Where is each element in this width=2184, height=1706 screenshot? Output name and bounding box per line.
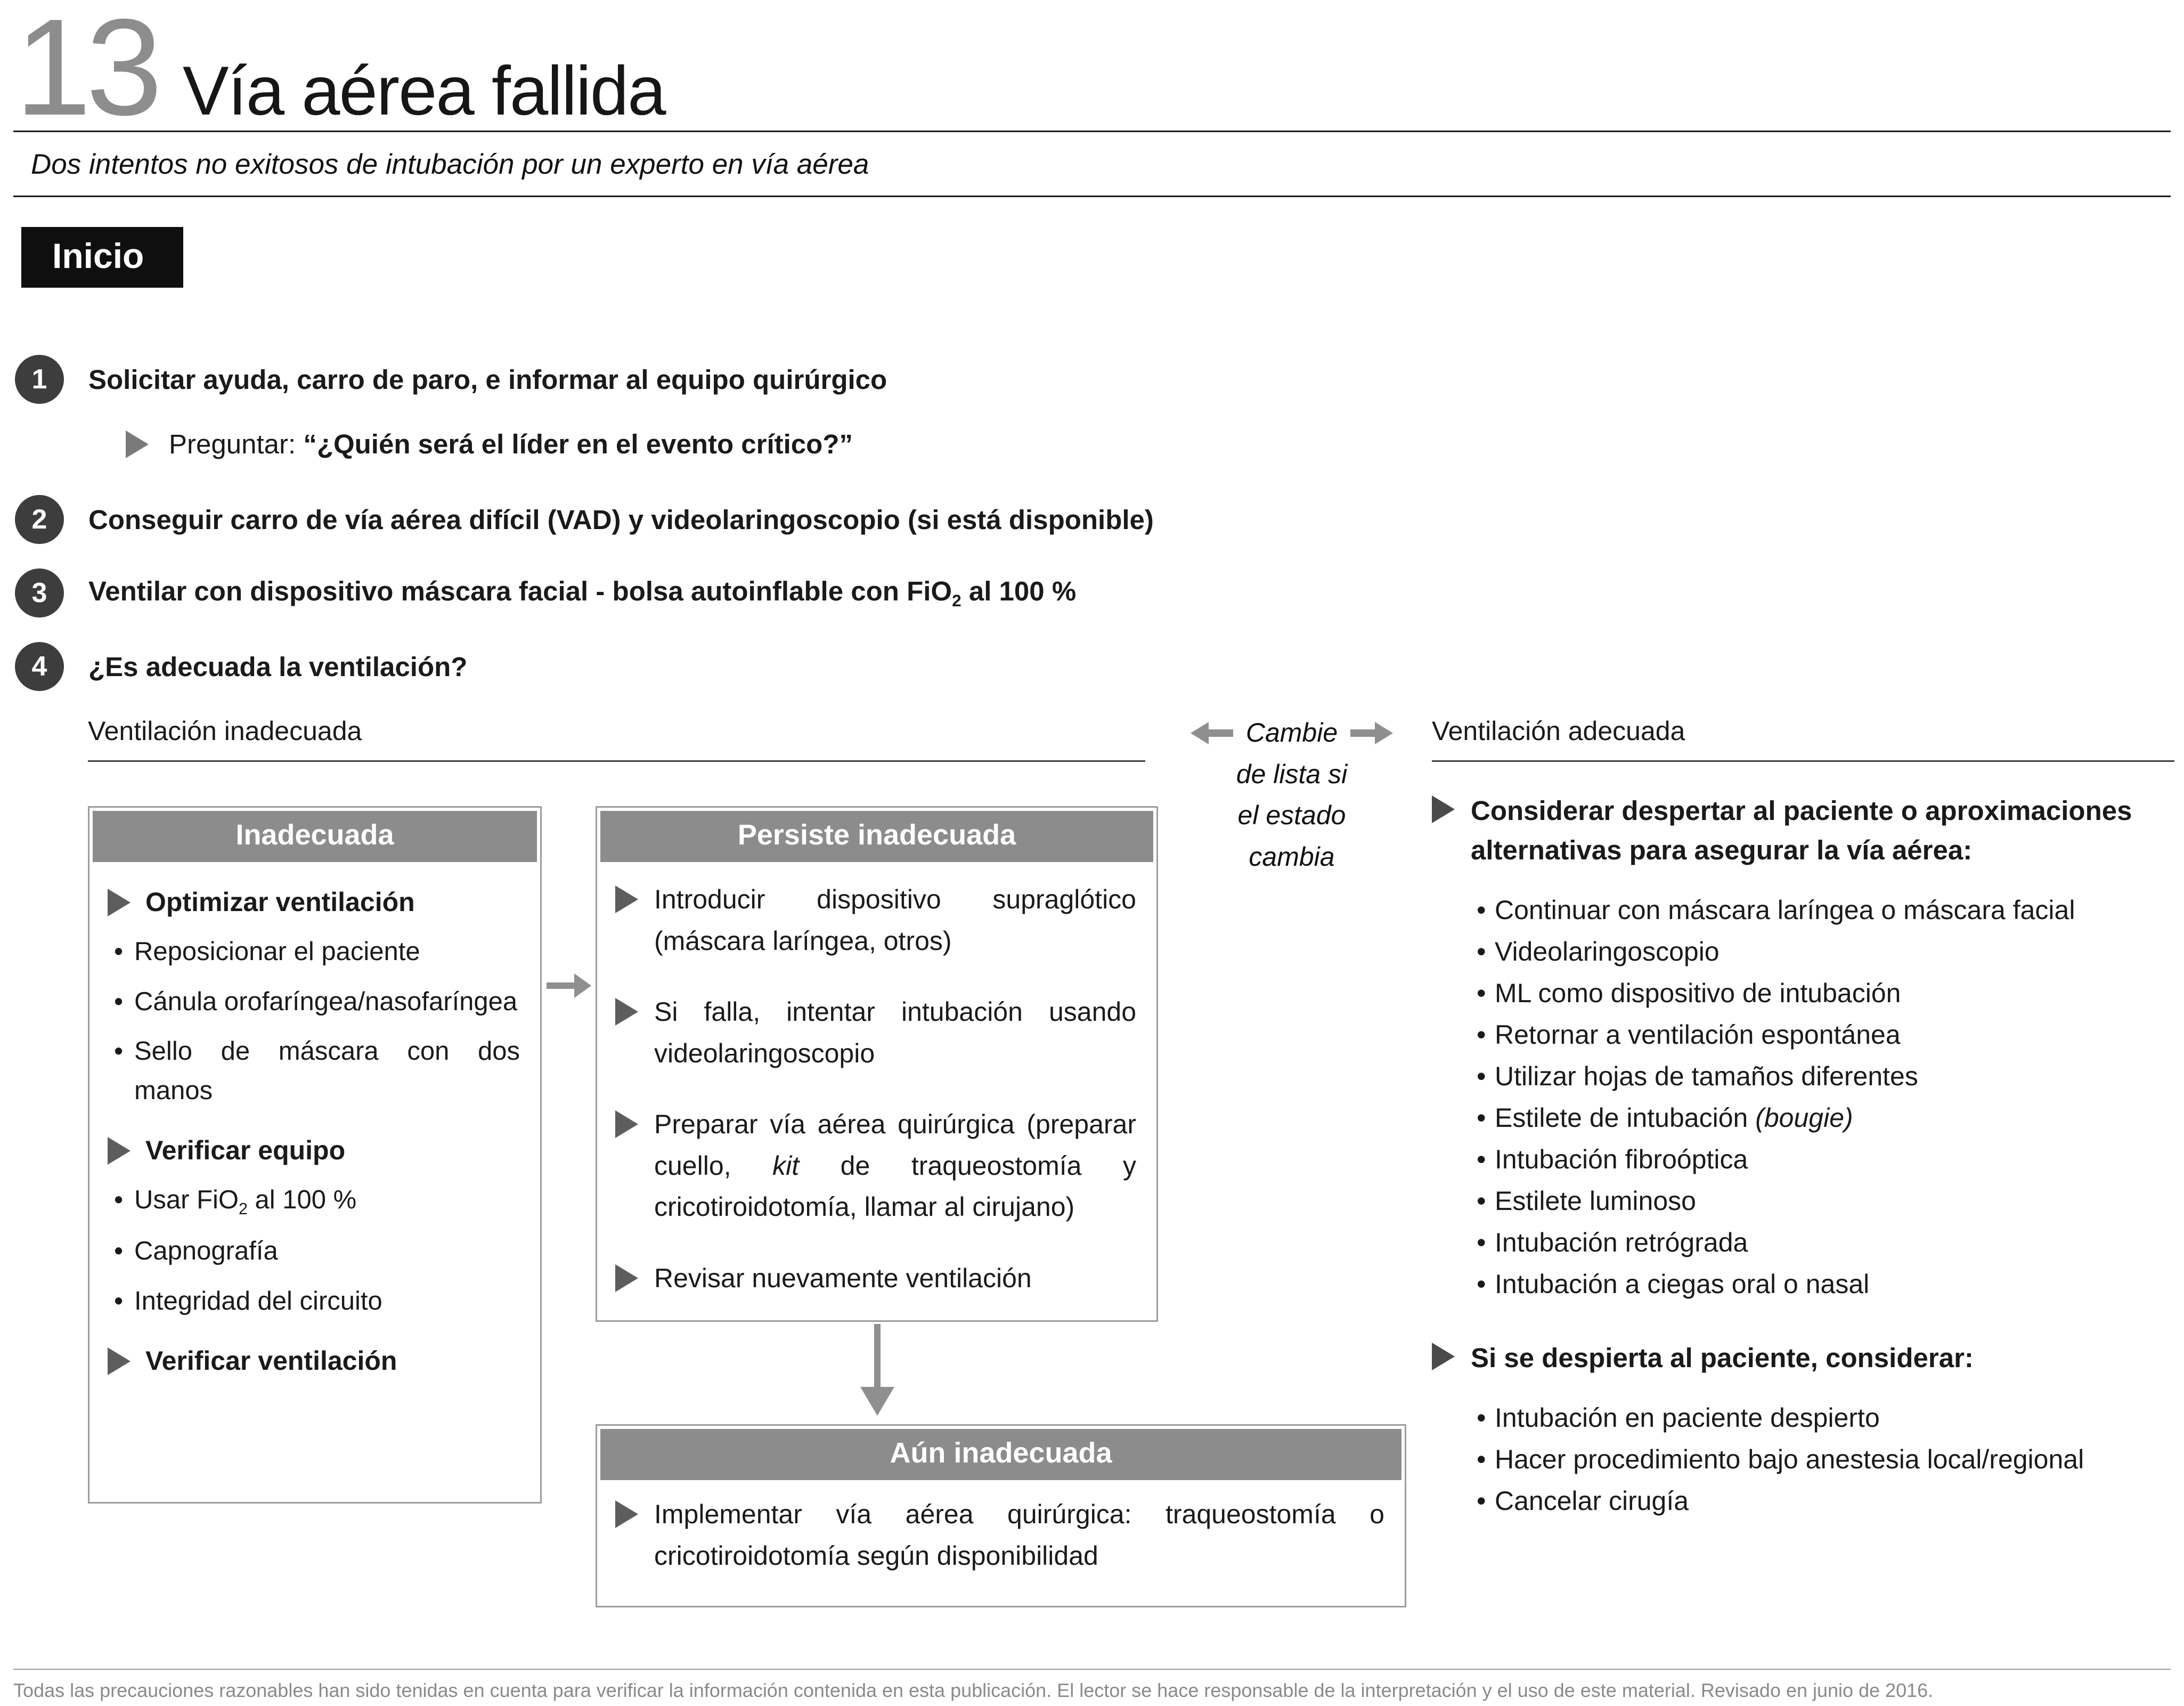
list-item: • Sello de máscara con dos manos [108, 1032, 520, 1110]
step-4 [15, 642, 2184, 691]
flow-item [615, 1494, 1384, 1577]
flow-item [615, 879, 1136, 962]
step-text-pre: Ventilar con dispositivo máscara facial - bolsa autoinflable con FiO [88, 575, 952, 606]
triangle-bullet-icon [126, 430, 149, 458]
step-text: ¿Es adecuada la ventilación? [88, 651, 468, 682]
persist-inadequate-box-header: Persiste inadecuada [600, 811, 1153, 862]
flow-item-text: Introducir dispositivo supraglótico (máscara laríngea, otros) [654, 884, 1136, 956]
group-heading-text: Optimizar ventilación [145, 887, 415, 917]
list-item-italic: (bougie) [1755, 1102, 1853, 1133]
list-item [1470, 1098, 2178, 1138]
list-item: • Continuar con máscara laríngea o máscara facial [1470, 890, 2178, 930]
triangle-bullet-icon [1432, 795, 1455, 823]
adequate-column [1432, 791, 2178, 1523]
adequate-heading [1432, 791, 2178, 870]
flowchart [0, 716, 2184, 1656]
still-inadequate-box-body [597, 1483, 1405, 1596]
triangle-bullet-icon [615, 1500, 638, 1528]
triangle-bullet-icon [615, 1110, 638, 1138]
list-item: • Integridad del circuito [108, 1282, 520, 1321]
list-item: • Estilete luminoso [1470, 1181, 2178, 1221]
branch-label-adequate: Ventilación adecuada [1432, 716, 2174, 762]
list-item: • Cánula orofaríngea/nasofaríngea [108, 982, 520, 1022]
switch-note [1161, 712, 1422, 878]
subtitle: Dos intentos no exitosos de intubación por un experto en vía aérea [31, 149, 869, 180]
inadequate-box [88, 806, 542, 1504]
prompt-quote: “¿Quién será el líder en el evento crítico?” [303, 429, 853, 459]
step-number-badge: 3 [15, 568, 64, 618]
switch-right-arrow-icon [1350, 722, 1393, 744]
flow-item [615, 992, 1136, 1074]
chapter-number: 13 [15, 0, 157, 144]
step-3 [15, 568, 2184, 618]
step-number-badge: 4 [15, 642, 64, 691]
group-heading-text: Verificar ventilación [145, 1346, 397, 1376]
start-badge: Inicio [21, 227, 183, 288]
adequate-heading-text: Considerar despertar al paciente o aproximaciones alternativas para asegurar la vía aérea: [1471, 795, 2132, 865]
page-title: Vía aérea fallida [182, 52, 665, 129]
step-text [88, 575, 1076, 611]
switch-note-row [1161, 712, 1422, 754]
list-item: • Reposicionar el paciente [108, 932, 520, 972]
group-heading [108, 1135, 520, 1166]
adequate-options-list [1432, 890, 2178, 1304]
switch-note-line: Cambie [1245, 718, 1338, 748]
prompt-prefix: Preguntar: [169, 429, 304, 459]
persist-inadequate-box [596, 806, 1158, 1322]
triangle-bullet-icon [615, 998, 638, 1026]
switch-note-line: cambia [1249, 841, 1335, 872]
inadequate-box-body [89, 865, 540, 1412]
list-item-post: al 100 % [247, 1185, 357, 1214]
title-row [0, 0, 2184, 144]
list-item-pre: Usar FiO [134, 1185, 239, 1214]
flow-item-text: Si falla, intentar intubación usando videolaringoscopio [654, 997, 1136, 1068]
footer [13, 1669, 2171, 1702]
flow-right-arrow-icon [547, 970, 591, 1001]
triangle-bullet-icon [108, 889, 131, 916]
steps-list [15, 355, 2184, 691]
triangle-bullet-icon [615, 1264, 638, 1292]
list-item: • Intubación en paciente despierto [1470, 1398, 2178, 1438]
awake-heading-text: Si se despierta al paciente, considerar: [1471, 1342, 1974, 1373]
step-1-prompt [126, 428, 2184, 460]
list-item [108, 1181, 520, 1221]
list-item: • Intubación retrógrada [1470, 1223, 2178, 1263]
triangle-bullet-icon [108, 1347, 131, 1375]
switch-left-arrow-icon [1191, 722, 1233, 744]
list-item: • Hacer procedimiento bajo anestesia local/regional [1470, 1440, 2178, 1480]
list-item: • Videolaringoscopio [1470, 932, 2178, 972]
branch-label-inadequate: Ventilación inadecuada [88, 716, 1145, 762]
triangle-bullet-icon [615, 886, 638, 913]
still-inadequate-box [596, 1424, 1406, 1607]
flow-item [615, 1258, 1136, 1299]
header [0, 0, 2184, 288]
inadequate-box-header: Inadecuada [93, 811, 537, 862]
disclaimer-text: Todas las precauciones razonables han sido tenidas en cuenta para verificar la información contenida en esta publicación. El lector se hace responsable de la interpretación y el uso de este material. Revisado en junio de 2016. [13, 1679, 1934, 1701]
flow-item [615, 1104, 1136, 1228]
triangle-bullet-icon [1432, 1343, 1455, 1370]
flow-item-text [654, 1104, 1136, 1228]
flow-item-text: Revisar nuevamente ventilación [654, 1263, 1032, 1293]
flow-item-post: de traqueostomía y cricotiroidotomía, llamar al cirujano) [654, 1150, 1136, 1222]
step-2 [15, 495, 2184, 544]
group-heading [108, 887, 520, 917]
switch-note-line: de lista si [1236, 759, 1348, 789]
awake-heading [1432, 1338, 2178, 1378]
persist-inadequate-box-body [597, 865, 1156, 1320]
step-1 [15, 355, 2184, 404]
step-text: Conseguir carro de vía aérea difícil (VAD) y videolaringoscopio (si está disponible) [88, 504, 1154, 535]
fio2-subscript: 2 [239, 1199, 248, 1218]
list-item: • Capnografía [108, 1232, 520, 1271]
group-heading [108, 1345, 520, 1376]
list-item-pre: Estilete de intubación [1495, 1102, 1756, 1133]
list-item: • ML como dispositivo de intubación [1470, 973, 2178, 1013]
list-item: • Intubación fibroóptica [1470, 1140, 2178, 1180]
list-item: • Retornar a ventilación espontánea [1470, 1015, 2178, 1055]
step-number-badge: 2 [15, 495, 64, 544]
step-text: Solicitar ayuda, carro de paro, e informar al equipo quirúrgico [88, 364, 887, 395]
switch-note-line: el estado [1237, 800, 1346, 830]
awake-options-list [1432, 1398, 2178, 1521]
flow-item-italic: kit [772, 1150, 800, 1181]
step-number-badge: 1 [15, 355, 64, 404]
fio2-subscript: 2 [952, 591, 961, 611]
step-text-post: al 100 % [961, 575, 1077, 606]
list-item: • Utilizar hojas de tamaños diferentes [1470, 1057, 2178, 1096]
triangle-bullet-icon [108, 1137, 131, 1165]
still-inadequate-box-header: Aún inadecuada [600, 1429, 1401, 1480]
flow-item-text: Implementar vía aérea quirúrgica: traqueostomía o cricotiroidotomía según disponibilidad [654, 1499, 1384, 1571]
list-item: • Intubación a ciegas oral o nasal [1470, 1264, 2178, 1304]
divider [13, 196, 2171, 197]
divider [13, 131, 2171, 132]
group-heading-text: Verificar equipo [145, 1135, 346, 1165]
flow-down-arrow-icon [855, 1324, 900, 1418]
flow-item-pre: Preparar vía aérea quirúrgica (preparar cuello, [654, 1109, 1136, 1181]
prompt-text [169, 428, 853, 460]
list-item: • Cancelar cirugía [1470, 1481, 2178, 1521]
